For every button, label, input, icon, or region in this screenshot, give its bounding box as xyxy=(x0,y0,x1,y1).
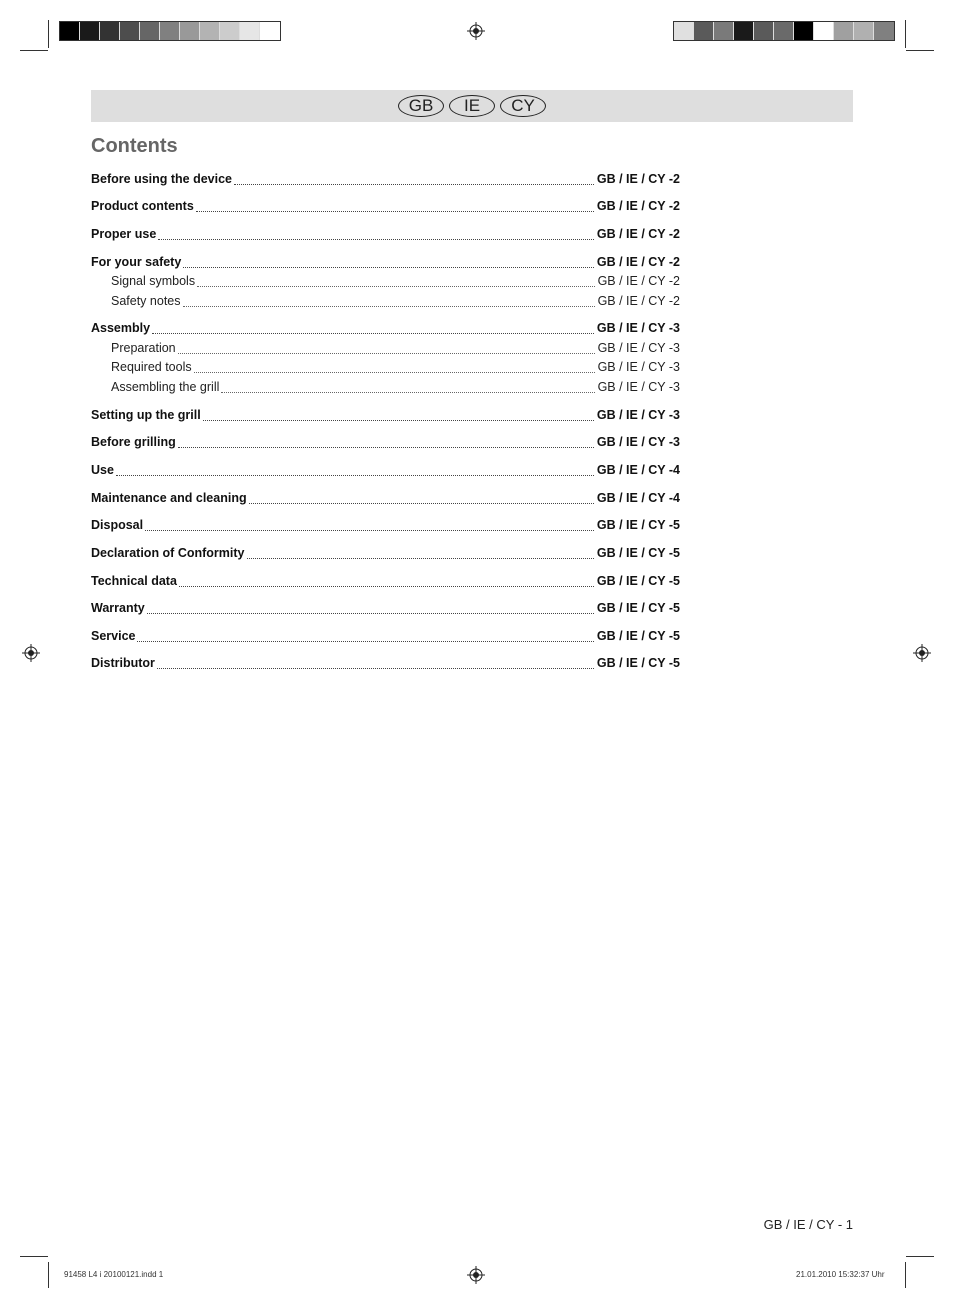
toc-entry-page: GB / IE / CY -2 xyxy=(596,227,680,241)
toc-leader-dots xyxy=(196,211,594,212)
toc-leader-dots xyxy=(158,239,594,240)
toc-leader-dots xyxy=(137,641,593,642)
toc-entry-label: Required tools xyxy=(111,360,192,374)
toc-subentry[interactable] xyxy=(91,341,680,357)
calibration-swatch xyxy=(814,22,834,40)
toc-entry-label: Technical data xyxy=(91,574,177,588)
crop-mark xyxy=(905,1262,906,1288)
toc-entry-page: GB / IE / CY -3 xyxy=(597,380,680,394)
calibration-swatch xyxy=(774,22,794,40)
toc-entry-page: GB / IE / CY -3 xyxy=(596,321,680,335)
calibration-swatch xyxy=(874,22,894,40)
toc-entry[interactable] xyxy=(91,601,680,617)
toc-leader-dots xyxy=(249,503,594,504)
toc-entry-page: GB / IE / CY -3 xyxy=(597,360,680,374)
toc-entry-page: GB / IE / CY -2 xyxy=(596,199,680,213)
language-band xyxy=(91,90,853,122)
toc-entry-label: Before grilling xyxy=(91,435,176,449)
toc-entry-label: Assembly xyxy=(91,321,151,335)
slug-file-info: 91458 L4 i 20100121.indd 1 xyxy=(64,1270,164,1279)
toc-entry-label: Distributor xyxy=(91,656,155,670)
toc-entry[interactable] xyxy=(91,518,680,534)
toc-entry-label: Signal symbols xyxy=(111,274,196,288)
calibration-swatch xyxy=(200,22,220,40)
toc-leader-dots xyxy=(145,530,594,531)
registration-crosshair-icon xyxy=(467,22,485,40)
toc-leader-dots xyxy=(152,333,594,334)
toc-entry-label: Assembling the grill xyxy=(111,380,220,394)
page-number: GB / IE / CY - 1 xyxy=(763,1217,853,1232)
toc-leader-dots xyxy=(197,286,594,287)
toc-entry[interactable] xyxy=(91,321,680,337)
toc-leader-dots xyxy=(157,668,594,669)
toc-entry[interactable] xyxy=(91,491,680,507)
toc-entry-label: Setting up the grill xyxy=(91,408,201,422)
calibration-swatch xyxy=(160,22,180,40)
toc-subentry[interactable] xyxy=(91,274,680,290)
toc-entry-label: Preparation xyxy=(111,341,176,355)
toc-entry-label: Product contents xyxy=(91,199,194,213)
calibration-swatch xyxy=(734,22,754,40)
toc-entry-label: Disposal xyxy=(91,518,144,532)
calibration-swatch xyxy=(80,22,100,40)
toc-entry-page: GB / IE / CY -5 xyxy=(596,656,680,670)
registration-crosshair-icon xyxy=(467,1266,485,1284)
toc-entry-page: GB / IE / CY -5 xyxy=(596,601,680,615)
calibration-swatch xyxy=(674,22,694,40)
toc-entry-page: GB / IE / CY -2 xyxy=(596,255,680,269)
calibration-swatch xyxy=(140,22,160,40)
calibration-swatch xyxy=(100,22,120,40)
language-badge-ie: IE xyxy=(449,95,495,117)
crop-mark xyxy=(20,1256,48,1257)
calibration-bar-right xyxy=(673,21,895,41)
toc-entry[interactable] xyxy=(91,656,680,672)
toc-entry[interactable] xyxy=(91,199,680,215)
crop-mark xyxy=(906,50,934,51)
calibration-swatch xyxy=(240,22,260,40)
toc-subentry[interactable] xyxy=(91,360,680,376)
toc-entry[interactable] xyxy=(91,408,680,424)
toc-entry[interactable] xyxy=(91,463,680,479)
crop-mark xyxy=(48,20,49,48)
toc-entry-label: Proper use xyxy=(91,227,157,241)
toc-subentry[interactable] xyxy=(91,294,680,310)
calibration-swatch xyxy=(714,22,734,40)
toc-leader-dots xyxy=(221,392,594,393)
language-badge-gb: GB xyxy=(398,95,444,117)
calibration-swatch xyxy=(120,22,140,40)
toc-leader-dots xyxy=(179,586,594,587)
page-title: Contents xyxy=(91,135,178,157)
toc-leader-dots xyxy=(194,372,595,373)
toc-subentry[interactable] xyxy=(91,380,680,396)
toc-entry-label: Declaration of Conformity xyxy=(91,546,245,560)
toc-entry-label: Use xyxy=(91,463,114,477)
toc-entry-page: GB / IE / CY -5 xyxy=(596,629,680,643)
toc-entry-page: GB / IE / CY -5 xyxy=(596,546,680,560)
toc-entry-page: GB / IE / CY -2 xyxy=(596,172,680,186)
calibration-swatch xyxy=(260,22,280,40)
toc-entry[interactable] xyxy=(91,435,680,451)
toc-leader-dots xyxy=(183,267,594,268)
toc-leader-dots xyxy=(116,475,594,476)
toc-entry-page: GB / IE / CY -5 xyxy=(596,574,680,588)
calibration-swatch xyxy=(694,22,714,40)
calibration-bar-left xyxy=(59,21,281,41)
toc-entry[interactable] xyxy=(91,255,680,271)
toc-entry-page: GB / IE / CY -2 xyxy=(597,294,680,308)
toc-entry-label: Safety notes xyxy=(111,294,181,308)
crop-mark xyxy=(48,1262,49,1288)
toc-entry-label: For your safety xyxy=(91,255,182,269)
toc-entry-page: GB / IE / CY -3 xyxy=(597,341,680,355)
toc-entry[interactable] xyxy=(91,574,680,590)
toc-entry-page: GB / IE / CY -4 xyxy=(596,491,680,505)
calibration-swatch xyxy=(794,22,814,40)
toc-entry[interactable] xyxy=(91,546,680,562)
toc-leader-dots xyxy=(183,306,595,307)
toc-leader-dots xyxy=(203,420,594,421)
toc-leader-dots xyxy=(147,613,594,614)
toc-entry-label: Warranty xyxy=(91,601,145,615)
crop-mark xyxy=(20,50,48,51)
toc-entry-page: GB / IE / CY -3 xyxy=(596,408,680,422)
calibration-swatch xyxy=(220,22,240,40)
toc-entry[interactable] xyxy=(91,629,680,645)
toc-entry[interactable] xyxy=(91,172,680,188)
toc-entry[interactable] xyxy=(91,227,680,243)
language-badge-cy: CY xyxy=(500,95,546,117)
calibration-swatch xyxy=(180,22,200,40)
calibration-swatch xyxy=(834,22,854,40)
calibration-swatch xyxy=(854,22,874,40)
calibration-swatch xyxy=(754,22,774,40)
toc-leader-dots xyxy=(234,184,594,185)
slug-date-time: 21.01.2010 15:32:37 Uhr xyxy=(796,1270,885,1279)
crop-mark xyxy=(906,1256,934,1257)
toc-entry-page: GB / IE / CY -5 xyxy=(596,518,680,532)
registration-crosshair-icon xyxy=(22,644,40,662)
crop-mark xyxy=(905,20,906,48)
toc-entry-label: Before using the device xyxy=(91,172,233,186)
toc-entry-label: Maintenance and cleaning xyxy=(91,491,247,505)
toc-leader-dots xyxy=(247,558,594,559)
toc-entry-page: GB / IE / CY -2 xyxy=(597,274,680,288)
toc-leader-dots xyxy=(178,447,594,448)
toc-entry-page: GB / IE / CY -4 xyxy=(596,463,680,477)
calibration-swatch xyxy=(60,22,80,40)
toc-leader-dots xyxy=(178,353,595,354)
toc-entry-page: GB / IE / CY -3 xyxy=(596,435,680,449)
toc-entry-label: Service xyxy=(91,629,136,643)
registration-crosshair-icon xyxy=(913,644,931,662)
